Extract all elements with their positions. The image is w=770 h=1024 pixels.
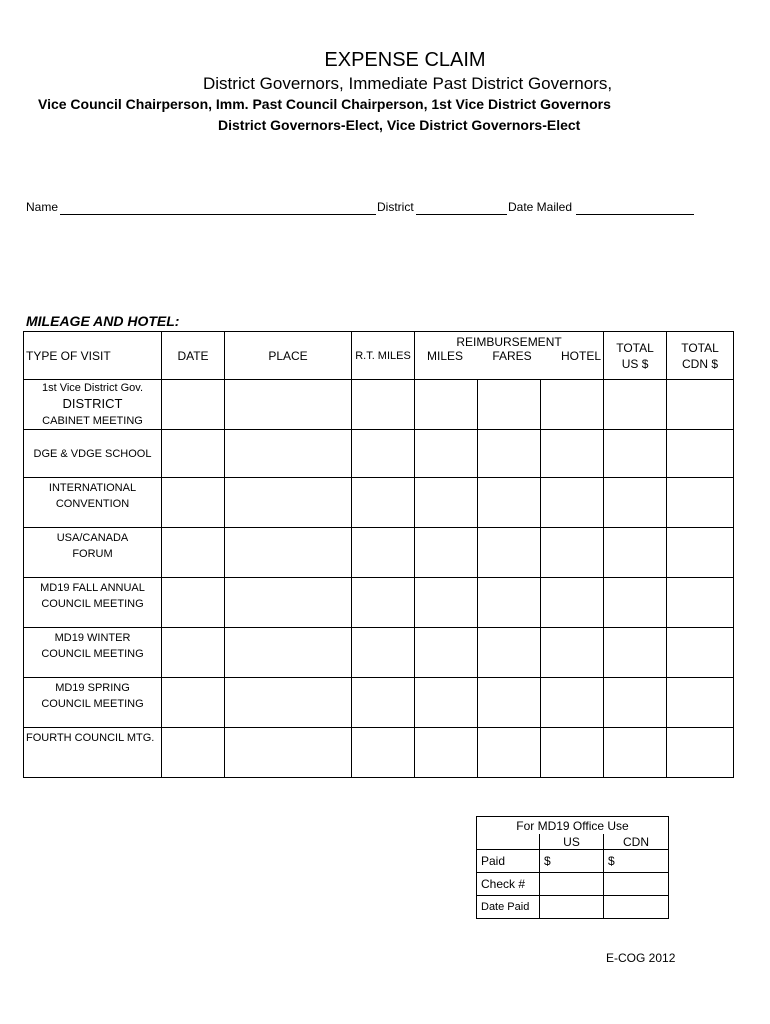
date-cell[interactable] <box>162 528 225 578</box>
office-use-col-cdn: CDN <box>604 834 669 850</box>
office-use-date-paid-row <box>477 896 669 919</box>
rt-miles-cell[interactable] <box>352 528 415 578</box>
row-label-cabinet-meeting: 1st Vice District Gov. DISTRICT CABINET MEETING <box>24 380 162 430</box>
place-cell[interactable] <box>225 628 352 678</box>
rt-miles-cell[interactable] <box>352 628 415 678</box>
office-use-header-blank <box>477 834 540 850</box>
rt-miles-cell[interactable] <box>352 728 415 778</box>
miles-cell[interactable] <box>415 578 478 628</box>
date-cell[interactable] <box>162 430 225 478</box>
date-cell[interactable] <box>162 578 225 628</box>
office-use-title-row <box>477 817 669 835</box>
row-label-fall-annual-council: MD19 FALL ANNUAL COUNCIL MEETING <box>24 578 162 628</box>
hotel-cell[interactable] <box>541 578 604 628</box>
rt-miles-cell[interactable] <box>352 430 415 478</box>
place-cell[interactable] <box>225 380 352 430</box>
mileage-hotel-heading: MILEAGE AND HOTEL: <box>26 313 180 329</box>
district-label: District <box>377 200 414 214</box>
total-us-cell[interactable] <box>604 628 667 678</box>
mileage-hotel-table <box>23 331 734 778</box>
table-row <box>24 678 734 728</box>
hotel-cell[interactable] <box>541 380 604 430</box>
table-row <box>24 578 734 628</box>
date-paid-cdn-field[interactable] <box>604 896 669 919</box>
header-miles: MILES <box>427 348 464 363</box>
rt-miles-cell[interactable] <box>352 478 415 528</box>
paid-us-field[interactable]: $ <box>540 850 604 873</box>
date-mailed-field[interactable] <box>576 214 694 215</box>
form-subtitle-line-2: Vice Council Chairperson, Imm. Past Council Chairperson, 1st Vice District Governors <box>38 96 611 112</box>
header-date: DATE <box>162 332 225 380</box>
header-total-cdn: TOTAL CDN $ <box>667 332 734 380</box>
miles-cell[interactable] <box>415 380 478 430</box>
table-row <box>24 430 734 478</box>
row-label-international-convention: INTERNATIONAL CONVENTION <box>24 478 162 528</box>
total-cdn-cell[interactable] <box>667 578 734 628</box>
form-subtitle-line-3: District Governors-Elect, Vice District Governors-Elect <box>218 117 581 133</box>
date-paid-label: Date Paid <box>477 896 540 919</box>
rt-miles-cell[interactable] <box>352 380 415 430</box>
header-type-of-visit: TYPE OF VISIT <box>24 332 162 380</box>
office-use-paid-row <box>477 850 669 873</box>
table-row <box>24 380 734 430</box>
fares-cell[interactable] <box>478 578 541 628</box>
form-title: EXPENSE CLAIM <box>324 49 486 71</box>
miles-cell[interactable] <box>415 728 478 778</box>
row-label-winter-council: MD19 WINTER COUNCIL MEETING <box>24 628 162 678</box>
header-place: PLACE <box>225 332 352 380</box>
form-code: E-COG 2012 <box>606 951 676 965</box>
fares-cell[interactable] <box>478 430 541 478</box>
hotel-cell[interactable] <box>541 478 604 528</box>
hotel-cell[interactable] <box>541 678 604 728</box>
place-cell[interactable] <box>225 678 352 728</box>
office-use-header-row <box>477 834 669 850</box>
table-row <box>24 728 734 778</box>
row-label-usa-canada-forum: USA/CANADA FORUM <box>24 528 162 578</box>
table-row <box>24 628 734 678</box>
hotel-cell[interactable] <box>541 628 604 678</box>
place-cell[interactable] <box>225 528 352 578</box>
miles-cell[interactable] <box>415 430 478 478</box>
reimbursement-label: REIMBURSEMENT <box>456 334 562 349</box>
form-subtitle-line-1: District Governors, Immediate Past District Governors, <box>203 74 613 93</box>
table-header-row <box>24 332 734 380</box>
header-hotel: HOTEL <box>561 348 602 363</box>
total-cdn-cell[interactable] <box>667 628 734 678</box>
header-total-us: TOTAL US $ <box>604 332 667 380</box>
row-label-spring-council: MD19 SPRING COUNCIL MEETING <box>24 678 162 728</box>
district-field[interactable] <box>416 214 507 215</box>
name-field[interactable] <box>60 214 376 215</box>
place-cell[interactable] <box>225 478 352 528</box>
paid-label: Paid <box>477 850 540 873</box>
rt-miles-cell[interactable] <box>352 678 415 728</box>
total-cdn-cell[interactable] <box>667 678 734 728</box>
rt-miles-cell[interactable] <box>352 578 415 628</box>
total-cdn-cell[interactable] <box>667 430 734 478</box>
miles-cell[interactable] <box>415 478 478 528</box>
date-mailed-label: Date Mailed <box>508 200 573 214</box>
fares-cell[interactable] <box>478 628 541 678</box>
fares-cell[interactable] <box>478 528 541 578</box>
office-use-title: For MD19 Office Use <box>477 817 669 835</box>
paid-cdn-field[interactable]: $ <box>604 850 669 873</box>
place-cell[interactable] <box>225 430 352 478</box>
miles-cell[interactable] <box>415 628 478 678</box>
fares-cell[interactable] <box>478 478 541 528</box>
total-us-cell[interactable] <box>604 430 667 478</box>
check-label: Check # <box>477 873 540 896</box>
total-us-cell[interactable] <box>604 578 667 628</box>
date-cell[interactable] <box>162 478 225 528</box>
date-cell[interactable] <box>162 628 225 678</box>
hotel-cell[interactable] <box>541 728 604 778</box>
total-us-cell[interactable] <box>604 678 667 728</box>
total-cdn-cell[interactable] <box>667 528 734 578</box>
total-cdn-cell[interactable] <box>667 380 734 430</box>
total-us-cell[interactable] <box>604 380 667 430</box>
office-use-table <box>476 816 669 919</box>
row-label-dge-vdge-school: DGE & VDGE SCHOOL <box>24 430 162 478</box>
table-row <box>24 478 734 528</box>
total-us-cell[interactable] <box>604 728 667 778</box>
total-cdn-cell[interactable] <box>667 478 734 528</box>
fares-cell[interactable] <box>478 678 541 728</box>
check-us-field[interactable] <box>540 873 604 896</box>
hotel-cell[interactable] <box>541 430 604 478</box>
miles-cell[interactable] <box>415 678 478 728</box>
office-use-col-us: US <box>540 834 604 850</box>
date-cell[interactable] <box>162 678 225 728</box>
fares-cell[interactable] <box>478 728 541 778</box>
date-cell[interactable] <box>162 728 225 778</box>
date-paid-us-field[interactable] <box>540 896 604 919</box>
place-cell[interactable] <box>225 728 352 778</box>
table-row <box>24 528 734 578</box>
date-cell[interactable] <box>162 380 225 430</box>
total-us-cell[interactable] <box>604 528 667 578</box>
hotel-cell[interactable] <box>541 528 604 578</box>
header-fares: FARES <box>492 348 532 363</box>
header-reimbursement <box>415 332 604 380</box>
header-rt-miles: R.T. MILES <box>352 332 415 380</box>
total-cdn-cell[interactable] <box>667 728 734 778</box>
total-us-cell[interactable] <box>604 478 667 528</box>
fares-cell[interactable] <box>478 380 541 430</box>
place-cell[interactable] <box>225 578 352 628</box>
office-use-check-row <box>477 873 669 896</box>
row-label-fourth-council: FOURTH COUNCIL MTG. <box>24 728 162 778</box>
name-label: Name <box>26 200 59 214</box>
miles-cell[interactable] <box>415 528 478 578</box>
check-cdn-field[interactable] <box>604 873 669 896</box>
